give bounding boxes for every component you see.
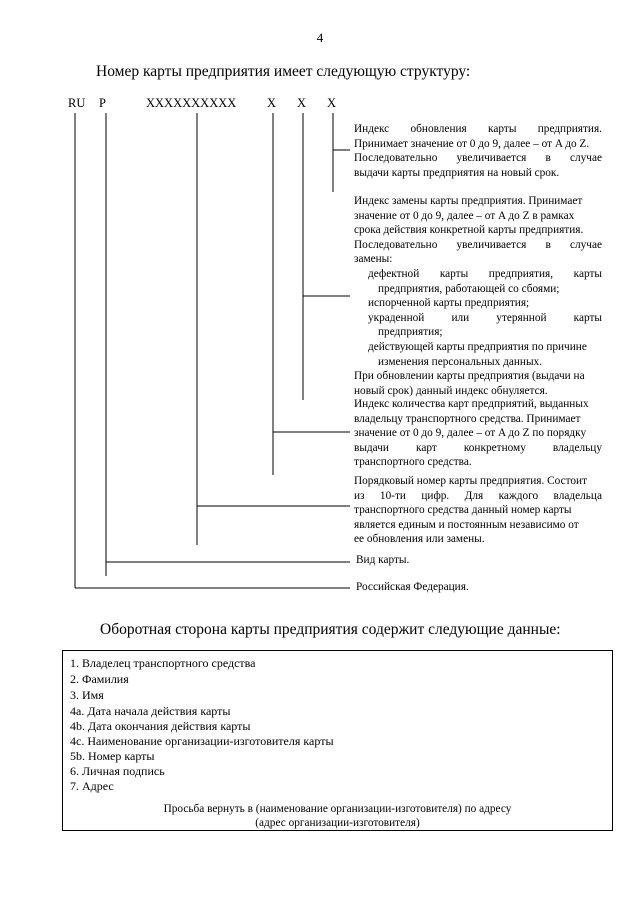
replacement-index-description: Индекс замены карты предприятия. Принимает значение от 0 до 9, далее – от A до Z в рамках срока действия конкретной карты предприятия. Последовательно увеличивается в случае замены: дефектной карты предприятия, карты предприятия, работающей со сбоями; испорченной карты предприятия; украденной или утерянной карты предприятия; действующей карты предприятия по причине изменения персональных данных. При обновлении карты предприятия (выдачи на новый срок) данный индекс обнуляется. bbox=[354, 195, 602, 397]
back-field-card-number: 5b. Номер карты bbox=[70, 749, 155, 763]
structure-heading: Номер карты предприятия имеет следующую структуру: bbox=[96, 63, 471, 80]
serial-number-description: Порядковый номер карты предприятия. Состоит из 10-ти цифр. Для каждого владельца транспортного средства данный номер карты является единым и постоянным независимо от ее обновления или замены. bbox=[354, 475, 602, 546]
code-segment-country: RU bbox=[68, 96, 86, 110]
code-segment-update-index: X bbox=[327, 96, 337, 110]
code-segment-count-index: X bbox=[267, 96, 277, 110]
back-field-name: 3. Имя bbox=[70, 688, 104, 702]
back-side-heading: Оборотная сторона карты предприятия содержит следующие данные: bbox=[100, 621, 561, 638]
back-footer-return-line: Просьба вернуть в (наименование организации-изготовителя) по адресу bbox=[163, 803, 512, 815]
back-field-owner: 1. Владелец транспортного средства bbox=[70, 656, 256, 670]
update-index-description: Индекс обновления карты предприятия. Принимает значение от 0 до 9, далее – от A до Z. Последовательно увеличивается в случае выдачи карты предприятия на новый срок. bbox=[354, 123, 602, 179]
country-description: Российская Федерация. bbox=[356, 581, 469, 593]
count-index-description: Индекс количества карт предприятий, выданных владельцу транспортного средства. Принимает значение от 0 до 9, далее – от A до Z по порядку выдачи карт конкретному владельцу транспортного средства. bbox=[354, 398, 602, 469]
back-field-start-date: 4a. Дата начала действия карты bbox=[70, 704, 231, 718]
code-segment-replacement-index: X bbox=[297, 96, 307, 110]
back-field-surname: 2. Фамилия bbox=[70, 672, 129, 686]
back-field-issuer: 4c. Наименование организации-изготовителя карты bbox=[70, 734, 334, 748]
back-field-address: 7. Адрес bbox=[70, 779, 114, 793]
back-field-signature: 6. Личная подпись bbox=[70, 764, 165, 778]
card-type-description: Вид карты. bbox=[356, 554, 410, 566]
back-side-fields-box bbox=[62, 650, 613, 831]
back-footer-address-line: (адрес организации-изготовителя) bbox=[255, 817, 420, 829]
back-field-end-date: 4b. Дата окончания действия карты bbox=[70, 719, 251, 733]
code-segment-serial: XXXXXXXXXX bbox=[146, 96, 237, 110]
page-number: 4 bbox=[316, 30, 324, 45]
code-segment-type: P bbox=[99, 96, 106, 110]
